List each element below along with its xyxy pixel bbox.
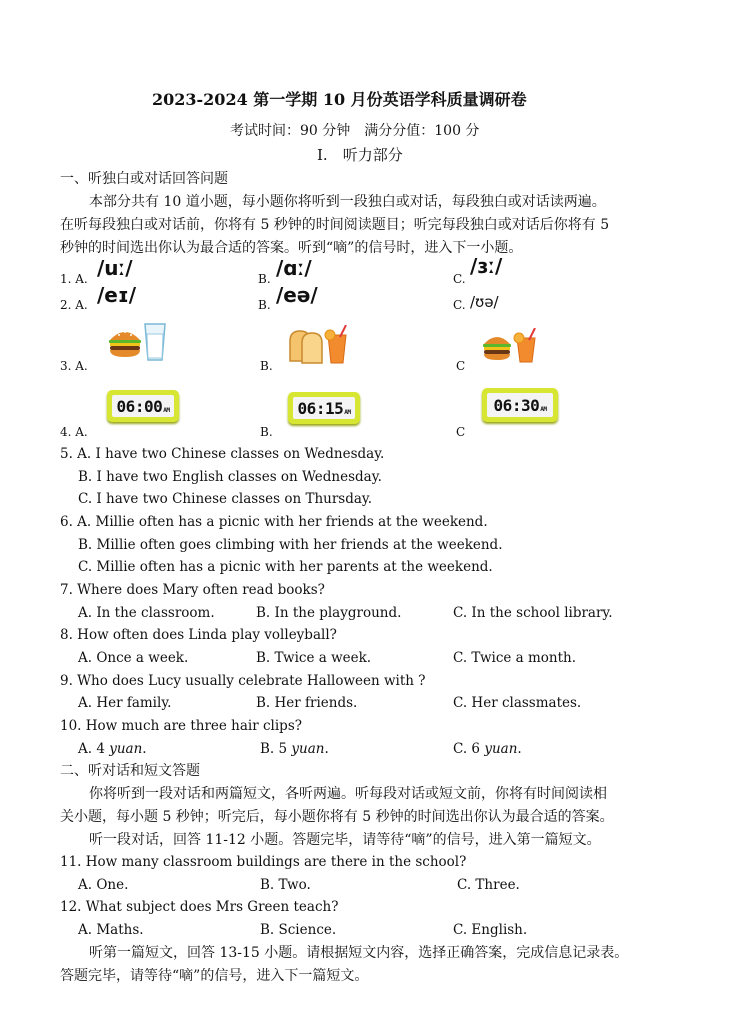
clock-time: 06:30 [493, 395, 540, 415]
q12-option-b: B. Science. [260, 922, 337, 938]
q1-b-label: B. [258, 272, 271, 286]
clock-0630 [482, 388, 558, 422]
section2-instruction-line: 关小题，每小题 5 秒钟；听完后，每小题你将有 5 秒钟的时间选出你认为最合适的答案。 [60, 809, 614, 825]
q2-option-a: /eɪ/ [97, 283, 137, 307]
q10-question: 10. How much are three hair clips? [60, 718, 302, 734]
section2-instruction-line: 听一段对话，回答 11-12 小题。答题完毕，请等待“嘀”的信号，进入第一篇短文。 [89, 832, 601, 848]
section1-heading: 一、听独白或对话回答问题 [60, 171, 228, 187]
clock-am: AM [540, 405, 547, 413]
q3-number: 3. A. [60, 359, 88, 373]
q11-option-c: C. Three. [457, 877, 520, 893]
q5-option-c: C. I have two Chinese classes on Thursday. [78, 491, 373, 507]
q2-option-c: /ʊə/ [470, 293, 499, 311]
q4-c-label: C [456, 425, 466, 439]
clock-time: 06:00 [116, 396, 163, 416]
q8-option-c: C. Twice a month. [453, 650, 577, 666]
q7-option-b: B. In the playground. [256, 605, 402, 621]
q10-option-b: B. 5 yuan. [260, 741, 329, 757]
q10-option-a: A. 4 yuan. [78, 741, 147, 757]
q12-option-c: C. English. [453, 922, 528, 938]
q12-question: 12. What subject does Mrs Green teach? [60, 899, 339, 915]
burger-and-juice-image [482, 328, 538, 364]
q10-option-c: C. 6 yuan. [453, 741, 522, 757]
q1-option-b: /ɑː/ [276, 256, 312, 280]
clock-am: AM [344, 408, 351, 416]
juice-glass-icon [514, 328, 535, 362]
q2-option-b: /eə/ [276, 283, 318, 307]
q5-option-b: B. I have two English classes on Wednesday. [78, 469, 382, 485]
clock-am: AM [163, 406, 170, 414]
q2-c-label: C. [453, 298, 466, 312]
bread-icon [290, 331, 322, 363]
q1-option-c: /ɜː/ [470, 254, 503, 278]
q7-question: 7. Where does Mary often read books? [60, 582, 325, 598]
q8-question: 8. How often does Linda play volleyball? [60, 627, 337, 643]
q7-option-a: A. In the classroom. [78, 605, 215, 621]
passage1-instruction-line: 答题完毕，请等待“嘀”的信号，进入下一篇短文。 [60, 968, 369, 984]
milk-glass-icon [145, 324, 165, 360]
q11-question: 11. How many classroom buildings are there in the school? [60, 854, 467, 870]
clock-time: 06:15 [297, 398, 344, 418]
q6-option-b: B. Millie often goes climbing with her friends at the weekend. [78, 537, 503, 553]
q9-question: 9. Who does Lucy usually celebrate Halloween with ? [60, 673, 426, 689]
q9-option-c: C. Her classmates. [453, 695, 582, 711]
section1-instruction-line: 秒钟的时间选出你认为最合适的答案。听到“嘀”的信号时，进入下一小题。 [60, 240, 523, 256]
section1-instruction-line: 在听每段独白或对话前，你将有 5 秒钟的时间阅读题目；听完每段独白或对话后你将有 5 [60, 217, 610, 233]
q8-option-a: A. Once a week. [78, 650, 189, 666]
q2-b-label: B. [258, 298, 271, 312]
section2-instruction-line: 你将听到一段对话和两篇短文，各听两遍。听每段对话或短文前，你将有时间阅读相 [89, 786, 607, 802]
q11-option-a: A. One. [78, 877, 129, 893]
q1-number: 1. A. [60, 272, 88, 286]
bread-and-juice-image [288, 325, 350, 365]
q2-number: 2. A. [60, 298, 88, 312]
q6-option-a: 6. A. Millie often has a picnic with her friends at the weekend. [60, 514, 488, 530]
q4-b-label: B. [260, 425, 273, 439]
q5-option-a: 5. A. I have two Chinese classes on Wednesday. [60, 446, 385, 462]
part-heading: I. 听力部分 [317, 146, 403, 164]
section1-instruction-line: 本部分共有 10 道小题，每小题你将听到一段独白或对话，每段独白或对话读两遍。 [89, 194, 606, 210]
burger-icon [483, 337, 511, 360]
section2-heading: 二、听对话和短文答题 [60, 763, 200, 779]
q4-number: 4. A. [60, 425, 88, 439]
q9-option-a: A. Her family. [78, 695, 172, 711]
exam-info: 考试时间：90 分钟 满分分值：100 分 [230, 123, 480, 139]
q11-option-b: B. Two. [260, 877, 311, 893]
q3-c-label: C [456, 359, 466, 373]
q7-option-c: C. In the school library. [453, 605, 613, 621]
q12-option-a: A. Maths. [78, 922, 144, 938]
q1-option-a: /uː/ [97, 256, 133, 280]
burger-and-milk-image [107, 320, 169, 362]
passage1-instruction-line: 听第一篇短文，回答 13-15 小题。请根据短文内容，选择正确答案，完成信息记录表。 [89, 945, 629, 961]
q9-option-b: B. Her friends. [256, 695, 358, 711]
q3-b-label: B. [260, 359, 273, 373]
clock-0615 [288, 392, 360, 424]
burger-icon [109, 331, 141, 357]
juice-glass-icon [325, 325, 346, 363]
clock-0600 [107, 390, 179, 422]
q6-option-c: C. Millie often has a picnic with her parents at the weekend. [78, 559, 493, 575]
q1-c-label: C. [453, 272, 466, 286]
page-title: 2023-2024 第一学期 10 月份英语学科质量调研卷 [152, 90, 527, 109]
q8-option-b: B. Twice a week. [256, 650, 372, 666]
